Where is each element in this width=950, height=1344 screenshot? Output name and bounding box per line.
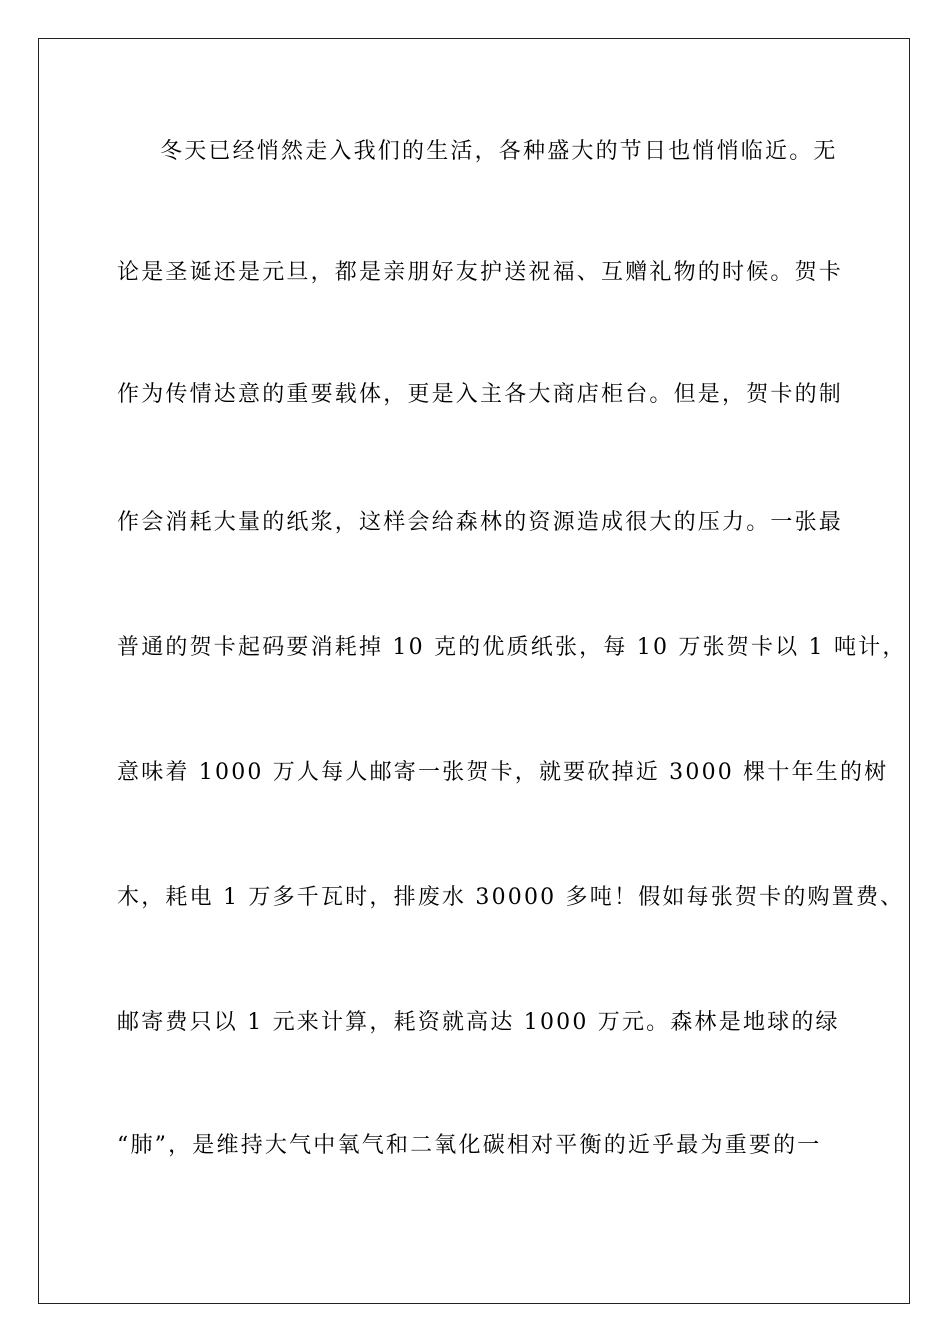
page-border bbox=[38, 38, 910, 1304]
paragraph-line-9: “肺”，是维持大气中氧气和二氧化碳相对平衡的近乎最为重要的一 bbox=[117, 1133, 822, 1158]
paragraph-line-3: 作为传情达意的重要载体，更是入主各大商店柜台。但是，贺卡的制 bbox=[117, 382, 844, 407]
paragraph-line-1: 冬天已经悄然走入我们的生活，各种盛大的节日也悄悄临近。无 bbox=[160, 139, 838, 164]
paragraph-line-4: 作会消耗大量的纸浆，这样会给森林的资源造成很大的压力。一张最 bbox=[117, 510, 844, 535]
paragraph-line-6: 意味着 1000 万人每人邮寄一张贺卡，就要砍掉近 3000 棵十年生的树 bbox=[117, 760, 889, 785]
paragraph-line-5: 普通的贺卡起码要消耗掉 10 克的优质纸张，每 10 万张贺卡以 1 吨计， bbox=[117, 635, 907, 660]
paragraph-line-2: 论是圣诞还是元旦，都是亲朋好友护送祝福、互赠礼物的时候。贺卡 bbox=[117, 260, 844, 285]
paragraph-line-8: 邮寄费只以 1 元来计算，耗资就高达 1000 万元。森林是地球的绿 bbox=[117, 1010, 840, 1035]
paragraph-line-7: 木，耗电 1 万多千瓦时，排废水 30000 多吨！假如每张贺卡的购置费、 bbox=[117, 885, 905, 910]
